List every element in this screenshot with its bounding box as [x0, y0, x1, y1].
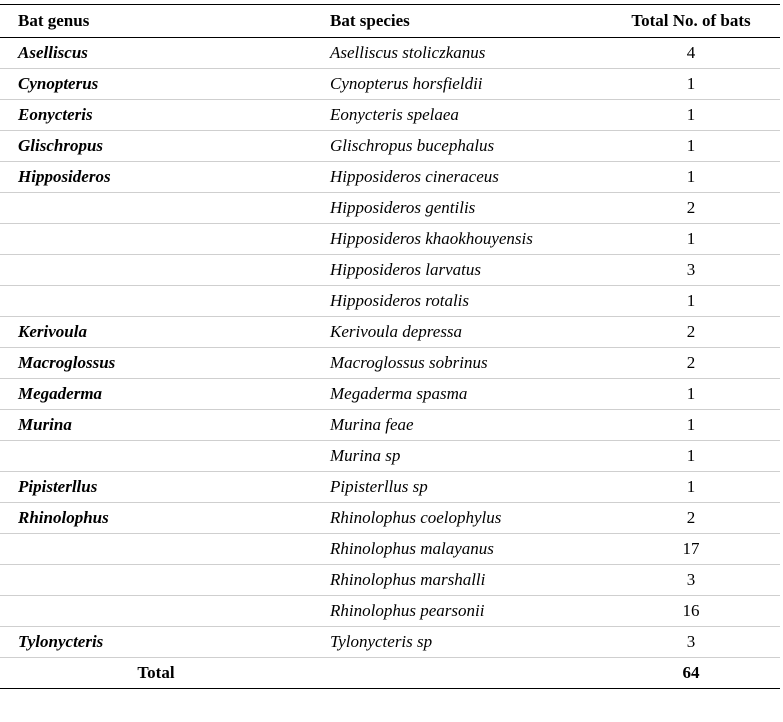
genus-cell: Hipposideros	[0, 162, 312, 193]
table-row	[0, 286, 780, 317]
table-row	[0, 224, 780, 255]
table-body	[0, 38, 780, 689]
table-row	[0, 472, 780, 503]
species-cell: Aselliscus stoliczkanus	[312, 38, 602, 69]
count-cell: 3	[602, 627, 780, 658]
header-bat-species: Bat species	[312, 5, 602, 38]
genus-cell: Aselliscus	[0, 38, 312, 69]
table-row	[0, 193, 780, 224]
species-cell: Hipposideros khaokhouyensis	[312, 224, 602, 255]
species-cell: Rhinolophus marshalli	[312, 565, 602, 596]
count-cell: 1	[602, 379, 780, 410]
genus-cell	[0, 286, 312, 317]
genus-cell: Pipisterllus	[0, 472, 312, 503]
count-cell: 2	[602, 317, 780, 348]
table-row	[0, 38, 780, 69]
genus-cell: Kerivoula	[0, 317, 312, 348]
count-cell: 1	[602, 131, 780, 162]
genus-cell: Tylonycteris	[0, 627, 312, 658]
genus-cell	[0, 255, 312, 286]
count-cell: 1	[602, 162, 780, 193]
species-cell: Rhinolophus coelophylus	[312, 503, 602, 534]
genus-cell: Murina	[0, 410, 312, 441]
genus-cell: Rhinolophus	[0, 503, 312, 534]
count-cell: 3	[602, 255, 780, 286]
species-cell: Tylonycteris sp	[312, 627, 602, 658]
table-row	[0, 379, 780, 410]
genus-cell	[0, 534, 312, 565]
header-row	[0, 5, 780, 38]
count-cell: 2	[602, 503, 780, 534]
species-cell: Kerivoula depressa	[312, 317, 602, 348]
count-cell: 2	[602, 348, 780, 379]
count-cell: 1	[602, 286, 780, 317]
genus-cell	[0, 224, 312, 255]
species-cell: Eonycteris spelaea	[312, 100, 602, 131]
bat-species-table	[0, 4, 780, 689]
table-row	[0, 162, 780, 193]
species-cell: Pipisterllus sp	[312, 472, 602, 503]
count-cell: 1	[602, 69, 780, 100]
total-label: Total	[0, 658, 312, 689]
species-cell: Hipposideros gentilis	[312, 193, 602, 224]
table-row	[0, 441, 780, 472]
total-value: 64	[602, 658, 780, 689]
count-cell: 3	[602, 565, 780, 596]
genus-cell: Glischropus	[0, 131, 312, 162]
species-cell: Hipposideros larvatus	[312, 255, 602, 286]
species-cell: Hipposideros cineraceus	[312, 162, 602, 193]
species-cell: Murina sp	[312, 441, 602, 472]
table-row	[0, 596, 780, 627]
species-cell: Glischropus bucephalus	[312, 131, 602, 162]
table-row	[0, 348, 780, 379]
table-row	[0, 503, 780, 534]
species-cell: Rhinolophus malayanus	[312, 534, 602, 565]
species-cell: Murina feae	[312, 410, 602, 441]
table-row	[0, 131, 780, 162]
count-cell: 2	[602, 193, 780, 224]
genus-cell: Eonycteris	[0, 100, 312, 131]
count-cell: 17	[602, 534, 780, 565]
genus-cell	[0, 441, 312, 472]
species-cell: Rhinolophus pearsonii	[312, 596, 602, 627]
count-cell: 16	[602, 596, 780, 627]
genus-cell: Macroglossus	[0, 348, 312, 379]
species-cell: Hipposideros rotalis	[312, 286, 602, 317]
table-row	[0, 534, 780, 565]
count-cell: 4	[602, 38, 780, 69]
table-row	[0, 627, 780, 658]
header-bat-genus: Bat genus	[0, 5, 312, 38]
count-cell: 1	[602, 100, 780, 131]
header-total-bats: Total No. of bats	[602, 5, 780, 38]
count-cell: 1	[602, 472, 780, 503]
count-cell: 1	[602, 410, 780, 441]
species-cell: Cynopterus horsfieldii	[312, 69, 602, 100]
genus-cell	[0, 596, 312, 627]
table-row	[0, 410, 780, 441]
species-cell: Macroglossus sobrinus	[312, 348, 602, 379]
table-row	[0, 317, 780, 348]
genus-cell: Megaderma	[0, 379, 312, 410]
count-cell: 1	[602, 224, 780, 255]
total-empty-cell	[312, 658, 602, 689]
species-cell: Megaderma spasma	[312, 379, 602, 410]
table-row	[0, 100, 780, 131]
genus-cell	[0, 193, 312, 224]
count-cell: 1	[602, 441, 780, 472]
total-row	[0, 658, 780, 689]
genus-cell	[0, 565, 312, 596]
table-row	[0, 69, 780, 100]
table-row	[0, 565, 780, 596]
table-row	[0, 255, 780, 286]
genus-cell: Cynopterus	[0, 69, 312, 100]
